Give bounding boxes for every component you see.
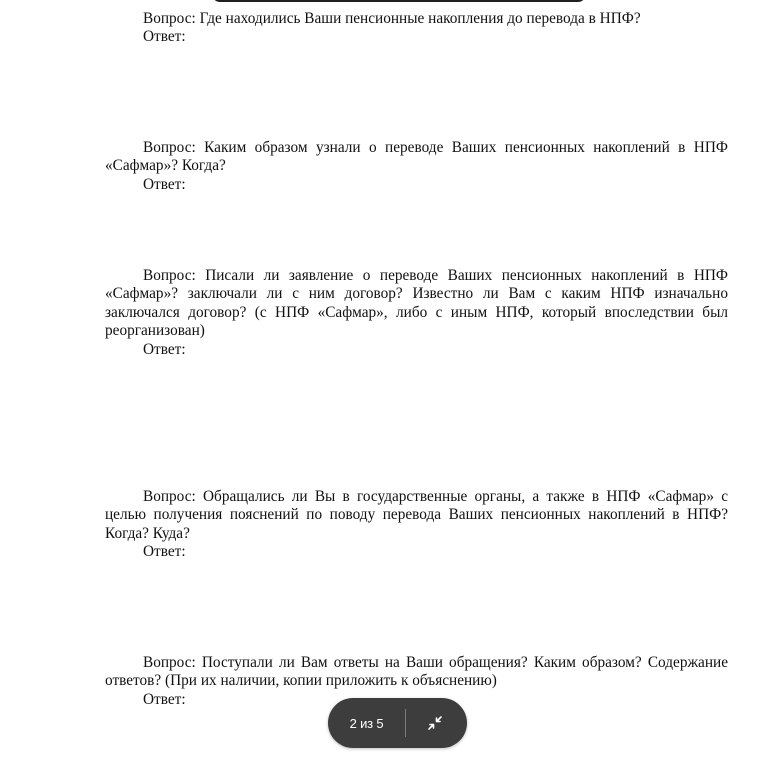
exit-fullscreen-button[interactable] bbox=[406, 698, 464, 748]
question-text: Вопрос: Писали ли заявление о переводе Ваших пенсионных накоплений в НПФ «Сафмар»? заключали ли с ним договор? Известно ли Вам с каким НПФ изначально заключался договор? (с НПФ «Сафмар», либо с иным НПФ, который впоследствии был реорганизован) bbox=[105, 267, 728, 340]
answer-label: Ответ: bbox=[143, 690, 186, 708]
question-text: Вопрос: Где находились Ваши пенсионные накопления до перевода в НПФ? bbox=[143, 10, 641, 27]
question-block bbox=[105, 267, 728, 359]
answer-label: Ответ: bbox=[143, 543, 186, 561]
top-toolbar-edge bbox=[212, 0, 586, 2]
answer-label: Ответ: bbox=[143, 340, 186, 358]
question-text: Вопрос: Обращались ли Вы в государственные органы, а также в НПФ «Сафмар» с целью получения пояснений по поводу перевода Ваших пенсионных накоплений в НПФ? Когда? Куда? bbox=[105, 488, 728, 542]
answer-label: Ответ: bbox=[143, 175, 186, 193]
question-text: Вопрос: Каким образом узнали о переводе Ваших пенсионных накоплений в НПФ «Сафмар»? Когда? bbox=[105, 139, 728, 175]
question-block bbox=[105, 488, 728, 562]
answer-label: Ответ: bbox=[143, 28, 186, 46]
page-counter: 2 из 5 bbox=[349, 715, 384, 731]
question-block bbox=[105, 10, 728, 47]
question-block bbox=[105, 139, 728, 194]
question-text: Вопрос: Поступали ли Вам ответы на Ваши обращения? Каким образом? Содержание ответов? (При их наличии, копии приложить к объяснению) bbox=[105, 654, 728, 690]
page-indicator bbox=[328, 698, 467, 748]
collapse-arrows-icon bbox=[427, 715, 443, 731]
